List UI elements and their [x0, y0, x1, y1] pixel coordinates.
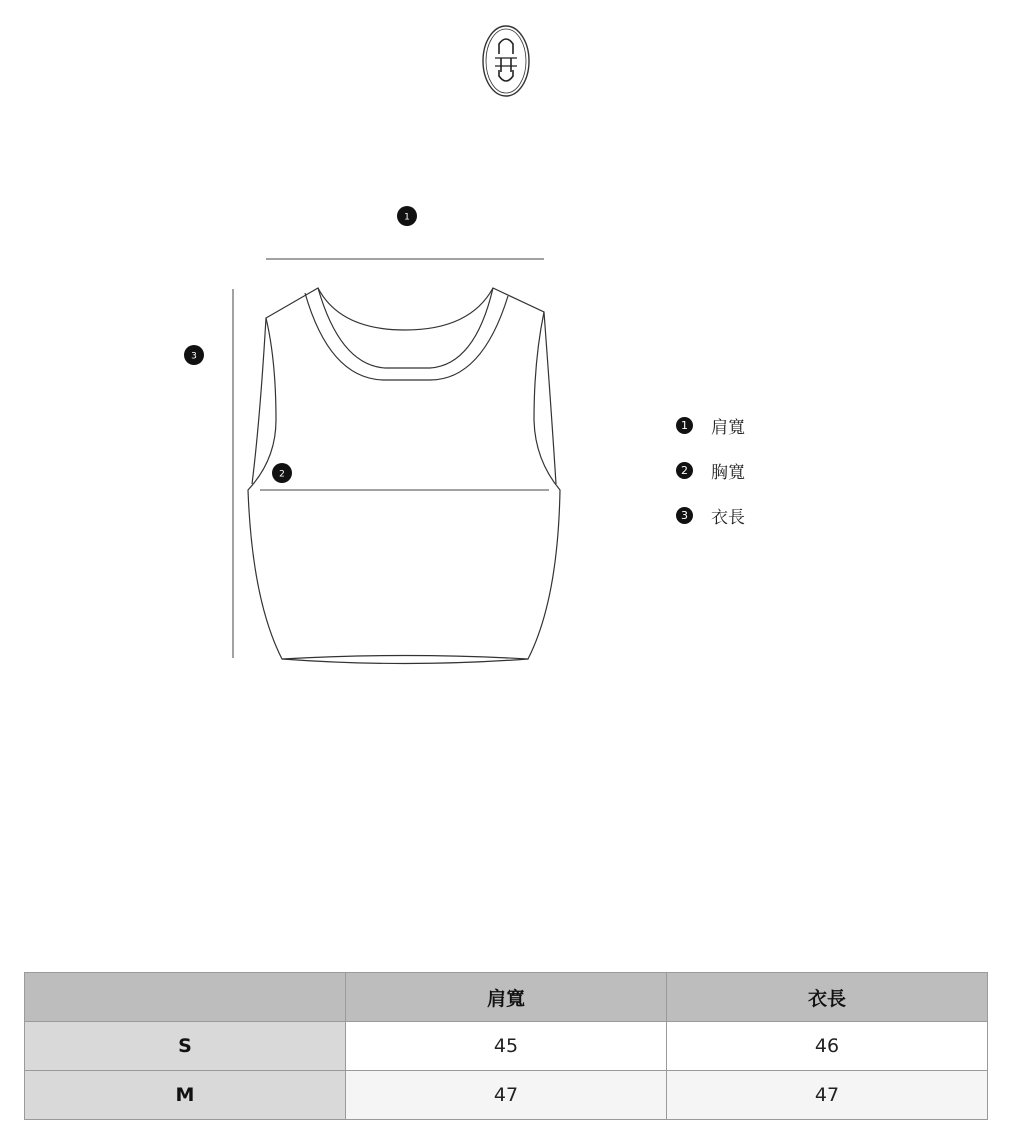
- length-value: 47: [667, 1071, 988, 1120]
- marker-3-label: 3: [191, 351, 197, 362]
- legend-item-length: [676, 500, 745, 530]
- table-row: [25, 1022, 988, 1071]
- header-empty: [25, 973, 346, 1022]
- legend-label-shoulder: 肩寬: [711, 417, 745, 438]
- shoulder-value: 45: [346, 1022, 667, 1071]
- table-row: [25, 1071, 988, 1120]
- legend-label-chest: 胸寬: [711, 462, 745, 483]
- legend-marker-3: 3: [676, 507, 693, 524]
- header-length: 衣長: [667, 973, 988, 1022]
- legend-label-length: 衣長: [711, 507, 745, 528]
- measurement-legend: [676, 410, 745, 545]
- size-table: [24, 972, 988, 1120]
- legend-marker-1: 1: [676, 417, 693, 434]
- marker-2-label: 2: [279, 469, 285, 480]
- legend-item-chest: [676, 455, 745, 485]
- size-label: S: [25, 1022, 346, 1071]
- marker-1-label: 1: [404, 212, 410, 223]
- table-header-row: [25, 973, 988, 1022]
- tank-top-outline: [248, 288, 560, 664]
- size-label: M: [25, 1071, 346, 1120]
- header-shoulder: 肩寬: [346, 973, 667, 1022]
- legend-marker-2: 2: [676, 462, 693, 479]
- length-value: 46: [667, 1022, 988, 1071]
- shoulder-value: 47: [346, 1071, 667, 1120]
- legend-item-shoulder: [676, 410, 745, 440]
